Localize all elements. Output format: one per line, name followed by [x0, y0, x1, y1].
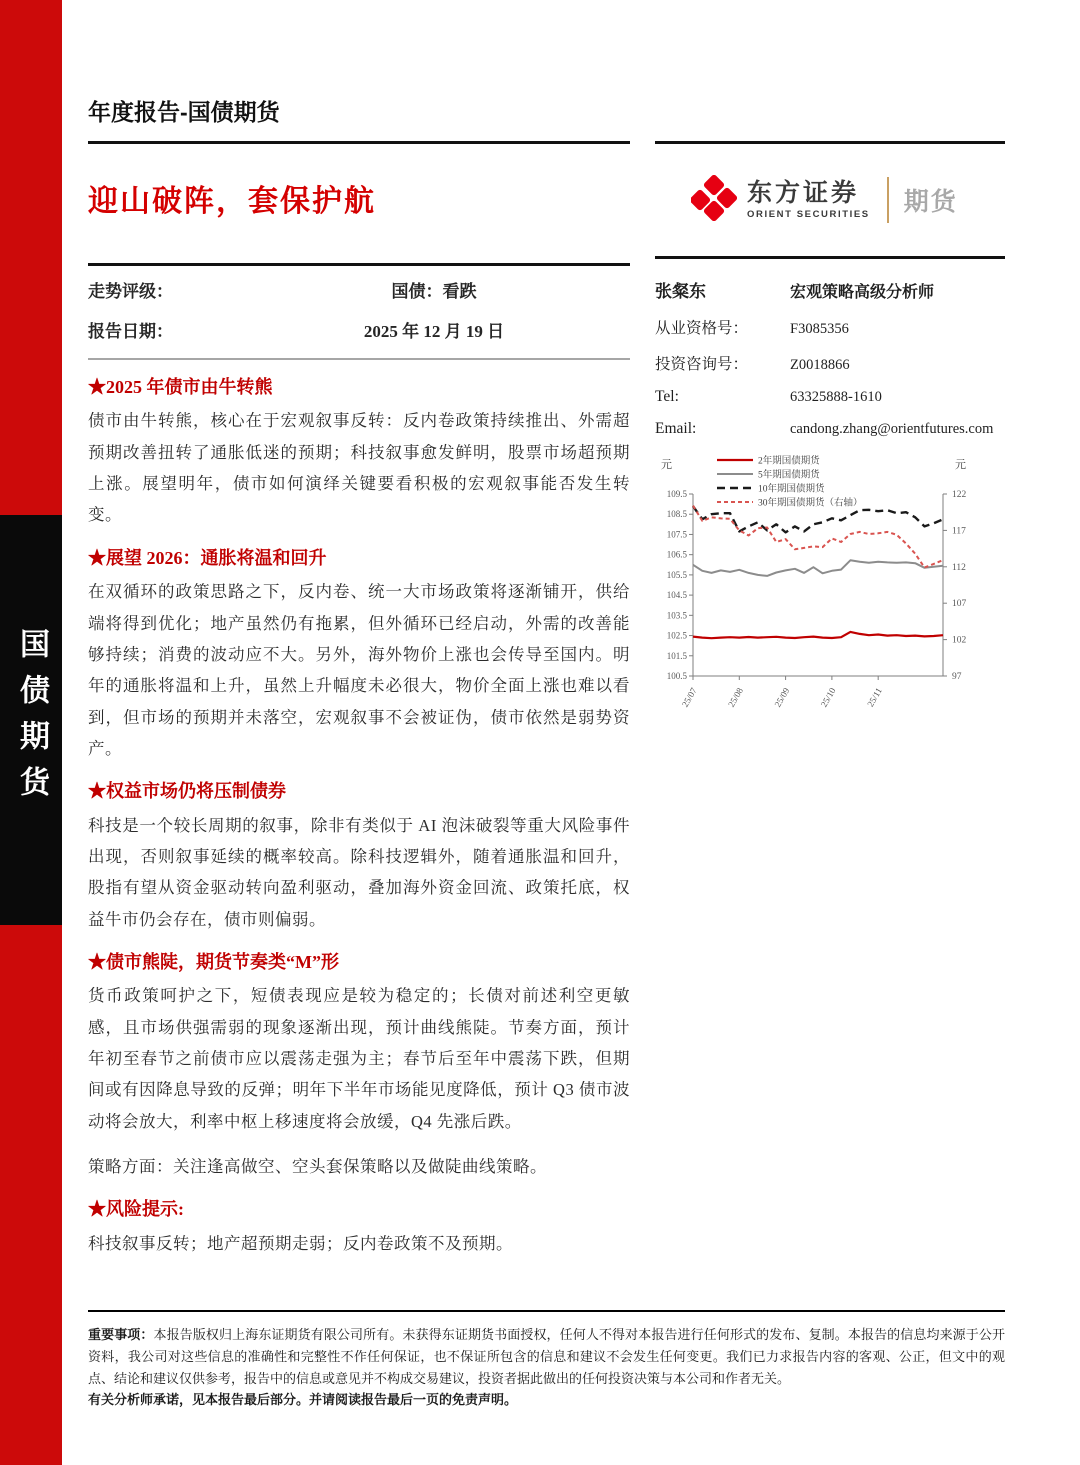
svg-text:104.5: 104.5 — [666, 590, 687, 601]
section-risk — [88, 1198, 630, 1259]
section-heading: ★权益市场仍将压制债券 — [88, 781, 286, 802]
svg-text:2年期国债期货: 2年期国债期货 — [758, 456, 820, 467]
svg-text:25/07: 25/07 — [679, 686, 699, 709]
section-2025-bear — [88, 376, 630, 531]
svg-text:106.5: 106.5 — [666, 549, 687, 560]
svg-text:102: 102 — [952, 635, 967, 646]
section-heading: ★2025 年债市由牛转熊 — [88, 377, 273, 397]
analyst-email-link[interactable]: candong.zhang@orientfutures.com — [790, 421, 994, 437]
svg-text:117: 117 — [952, 526, 966, 537]
section-body: 科技叙事反转；地产超预期走弱；反内卷政策不及预期。 — [88, 1233, 513, 1253]
analyst-row — [655, 388, 1005, 406]
section-bear-steepening — [88, 951, 630, 1182]
svg-text:元: 元 — [661, 459, 672, 471]
report-date-value: 2025 年 12 月 19 日 — [363, 322, 505, 341]
section-body: 债市由牛转熊，核心在于宏观叙事反转：反内卷政策持续推出、外需超预期改善扭转了通胀低迷的预期；科技叙事愈发鲜明，股票市场超预期上涨。展望明年，债市如何演绎关键要看积极的宏观叙事能否发生转变。 — [88, 411, 630, 525]
svg-text:5年期国债期货: 5年期国债期货 — [758, 470, 820, 481]
brand-name-en: ORIENT SECURITIES — [747, 208, 870, 220]
brand-name-cn: 东方证券 — [747, 179, 860, 208]
brand-logo — [655, 144, 1005, 259]
svg-text:103.5: 103.5 — [666, 610, 687, 621]
section-heading: ★风险提示: — [88, 1199, 184, 1220]
svg-text:101.5: 101.5 — [666, 650, 687, 661]
analyst-commitment-note: 有关分析师承诺，见本报告最后部分。并请阅读报告最后一页的免责声明。 — [88, 1392, 518, 1408]
svg-text:25/11: 25/11 — [865, 686, 884, 709]
brand-suffix-futures: 期货 — [903, 188, 958, 216]
analyst-name: 张粲东 — [655, 282, 706, 301]
svg-text:10年期国债期货: 10年期国债期货 — [758, 484, 825, 495]
sidebar — [0, 0, 62, 1465]
bond-futures-chart — [655, 452, 1005, 741]
analyst-email-label: Email: — [655, 420, 697, 437]
sidebar-vertical-label: 国债期货 — [15, 628, 48, 812]
sidebar-black-band — [0, 515, 62, 925]
analyst-card — [655, 277, 1005, 438]
content-row — [88, 144, 1005, 1259]
disclaimer-text — [88, 1324, 1005, 1389]
rating-row — [88, 312, 630, 352]
section-body: 在双循环的政策思路之下，反内卷、统一大市场政策将逐渐铺开，供给端将得到优化；地产虽然仍有拖累，但外循环已经启动，外需的改善能够持续；消费的波动应不大。另外，海外物价上涨也会传导至国内。明年的通胀将温和上升，虽然上升幅度未必很大，物价全面上涨也难以看到，但市场的预期并未落空，宏观叙事不会被证伪，债市依然是弱势资产。 — [88, 582, 630, 758]
section-heading: ★展望 2026：通胀将温和回升 — [88, 547, 327, 568]
analyst-label: 投资咨询号： — [655, 356, 749, 373]
analyst-tel-value: 63325888-1610 — [790, 389, 882, 405]
analyst-label: 从业资格号： — [655, 320, 749, 337]
svg-text:105.5: 105.5 — [666, 569, 687, 580]
analyst-job-title: 宏观策略高级分析师 — [790, 284, 935, 301]
analyst-value: F3085356 — [790, 321, 849, 337]
right-column — [655, 144, 1005, 741]
header-row — [88, 94, 1005, 144]
left-column — [88, 144, 630, 1259]
analyst-row — [655, 316, 1005, 338]
analyst-header-row — [655, 277, 1005, 302]
strategy-paragraph: 策略方面：关注逢高做空、空头套保策略以及做陡曲线策略。 — [88, 1157, 547, 1177]
svg-text:112: 112 — [952, 562, 966, 573]
rating-row — [88, 272, 630, 312]
svg-text:107: 107 — [952, 599, 967, 610]
svg-text:30年期国债期货（右轴）: 30年期国债期货（右轴） — [758, 498, 863, 509]
rating-value: 国债：看跌 — [391, 282, 477, 301]
analyst-row — [655, 420, 1005, 438]
section-body: 科技是一个较长周期的叙事，除非有类似于 AI 泡沫破裂等重大风险事件出现，否则叙事延续的概率较高。除科技逻辑外，随着通胀温和回升，股指有望从资金驱动转向盈利驱动，叠加海外资金回流、政策托底，权益牛市仍会存在，债市则偏弱。 — [88, 815, 630, 929]
page-title: 迎山破阵，套保护航 — [88, 185, 376, 218]
svg-text:元: 元 — [955, 459, 966, 471]
svg-text:108.5: 108.5 — [666, 509, 687, 520]
sidebar-red-top — [0, 0, 62, 515]
section-body: 货币政策呵护之下，短债表现应是较为稳定的；长债对前述利空更敏感，且市场供强需弱的现象逐渐出现，预计曲线熊陡。节奏方面，预计年初至春节之前债市应以震荡走强为主；春节后至年中震荡下跌，但期间或有因降息导致的反弹；明年下半年市场能见度降低，预计 Q3 债市波动将会放大，利率中枢上移速度将会放缓，Q4 先涨后跌。 — [88, 986, 630, 1131]
svg-text:122: 122 — [952, 490, 967, 500]
sidebar-red-bottom — [0, 925, 62, 1465]
footer-disclaimer — [88, 1310, 1005, 1411]
report-page — [88, 0, 1005, 1259]
analyst-value: Z0018866 — [790, 357, 850, 373]
header-rule-right — [655, 94, 1005, 144]
svg-text:25/09: 25/09 — [772, 686, 792, 709]
svg-text:109.5: 109.5 — [666, 489, 687, 499]
svg-text:25/10: 25/10 — [818, 686, 838, 709]
svg-text:107.5: 107.5 — [666, 529, 687, 540]
section-heading: ★债市熊陡，期货节奏类“M”形 — [88, 951, 339, 972]
svg-text:100.5: 100.5 — [666, 671, 687, 681]
orient-securities-logo-icon — [691, 175, 737, 226]
svg-text:97: 97 — [952, 672, 962, 682]
section-equity-pressure — [88, 780, 630, 935]
brand-divider — [887, 177, 889, 223]
rating-table — [88, 263, 630, 360]
disclaimer-important-label: 重要事项： — [88, 1327, 154, 1342]
report-type-label: 年度报告-国债期货 — [88, 94, 630, 144]
analyst-tel-label: Tel: — [655, 388, 679, 405]
rating-label: 走势评级： — [88, 282, 173, 301]
section-outlook-2026 — [88, 547, 630, 764]
disclaimer-body: 本报告版权归上海东证期货有限公司所有。未获得东证期货书面授权，任何人不得对本报告进行任何形式的发布、复制。本报告的信息均来源于公开资料，我公司对这些信息的准确性和完整性不作任何保证，也不保证所包含的信息和建议不会发生任何变更。我们已力求报告内容的客观、公正，但文中的观点、结论和建议仅供参考，报告中的信息或意见并不构成交易建议，投资者据此做出的任何投资决策与本公司和作者无关。 — [88, 1327, 1005, 1386]
brand-name — [747, 180, 870, 219]
svg-text:102.5: 102.5 — [666, 630, 687, 641]
analyst-row — [655, 352, 1005, 374]
svg-text:25/08: 25/08 — [726, 686, 746, 709]
report-date-label: 报告日期： — [88, 322, 173, 341]
